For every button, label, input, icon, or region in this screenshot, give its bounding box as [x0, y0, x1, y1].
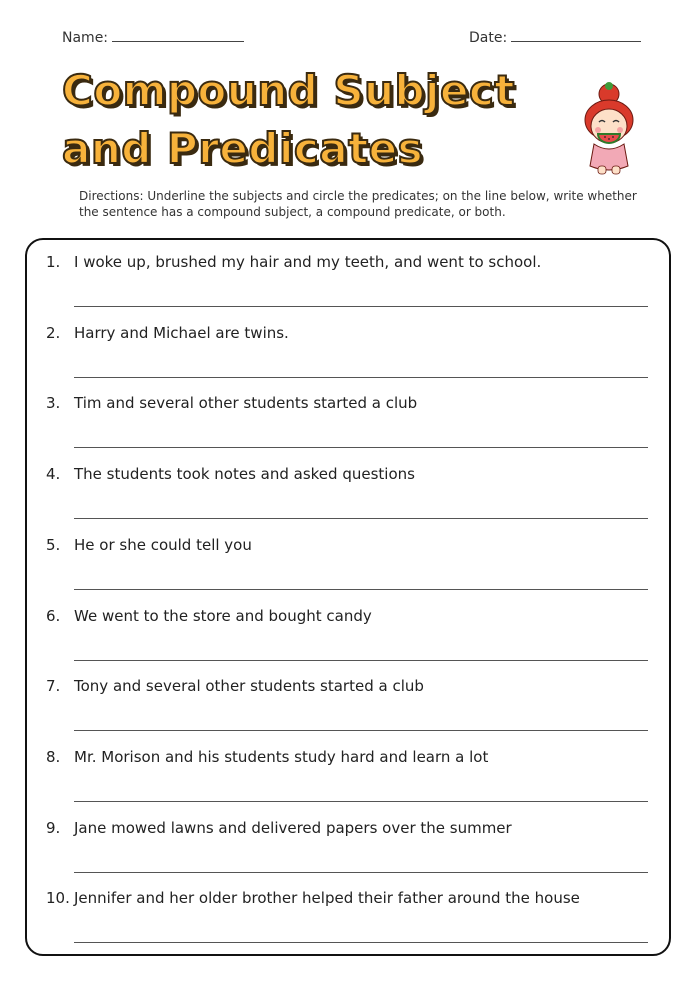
question-text: I woke up, brushed my hair and my teeth, and went to school. [74, 253, 542, 271]
question-text: Jennifer and her older brother helped their father around the house [74, 889, 580, 908]
question-item [46, 465, 415, 483]
name-field[interactable] [62, 27, 244, 46]
answer-line[interactable] [74, 589, 648, 590]
question-text: We went to the store and bought candy [74, 606, 372, 625]
question-number: 3. [46, 394, 61, 413]
question-item [46, 253, 541, 271]
date-field[interactable] [469, 27, 641, 46]
answer-line[interactable] [74, 447, 648, 448]
name-input-line[interactable] [112, 27, 244, 42]
question-number: 2. [46, 323, 61, 342]
date-label: Date: [469, 30, 508, 46]
question-number: 4. [46, 465, 61, 484]
question-number: 10. [46, 889, 70, 908]
title-line-2: and Predicates [62, 124, 424, 173]
date-input-line[interactable] [511, 27, 641, 42]
question-number: 6. [46, 606, 61, 625]
answer-line[interactable] [74, 942, 648, 943]
answer-line[interactable] [74, 377, 648, 378]
answer-line[interactable] [74, 306, 648, 307]
question-text: Harry and Michael are twins. [74, 323, 289, 342]
question-text: Tony and several other students started a club [74, 677, 424, 696]
directions-text: Directions: Underline the subjects and circle the predicates; on the line below, write whether the sentence has a compound subject, a compound predicate, or both. [79, 189, 637, 219]
question-item [46, 536, 252, 554]
answer-line[interactable] [74, 660, 648, 661]
question-number: 9. [46, 818, 61, 837]
question-text: The students took notes and asked questions [74, 465, 415, 484]
question-item [46, 324, 289, 342]
question-item [46, 677, 424, 695]
question-text: He or she could tell you [74, 535, 252, 554]
question-number: 7. [46, 677, 61, 696]
answer-line[interactable] [74, 801, 648, 802]
questions-box [25, 238, 671, 956]
question-text: Mr. Morison and his students study hard and learn a lot [74, 747, 489, 766]
question-item [46, 889, 580, 907]
question-number: 1. [46, 253, 61, 271]
question-item [46, 819, 512, 837]
title-line-1: Compound Subject [62, 66, 515, 115]
question-item [46, 394, 417, 412]
question-text: Jane mowed lawns and delivered papers over the summer [74, 818, 512, 837]
answer-line[interactable] [74, 872, 648, 873]
question-item [46, 748, 488, 766]
answer-line[interactable] [74, 518, 648, 519]
question-number: 8. [46, 747, 61, 766]
question-number: 5. [46, 535, 61, 554]
question-item [46, 607, 372, 625]
girl-with-watermelon-icon [578, 80, 640, 180]
answer-line[interactable] [74, 730, 648, 731]
question-text: Tim and several other students started a club [74, 394, 418, 413]
name-label: Name: [62, 30, 109, 46]
